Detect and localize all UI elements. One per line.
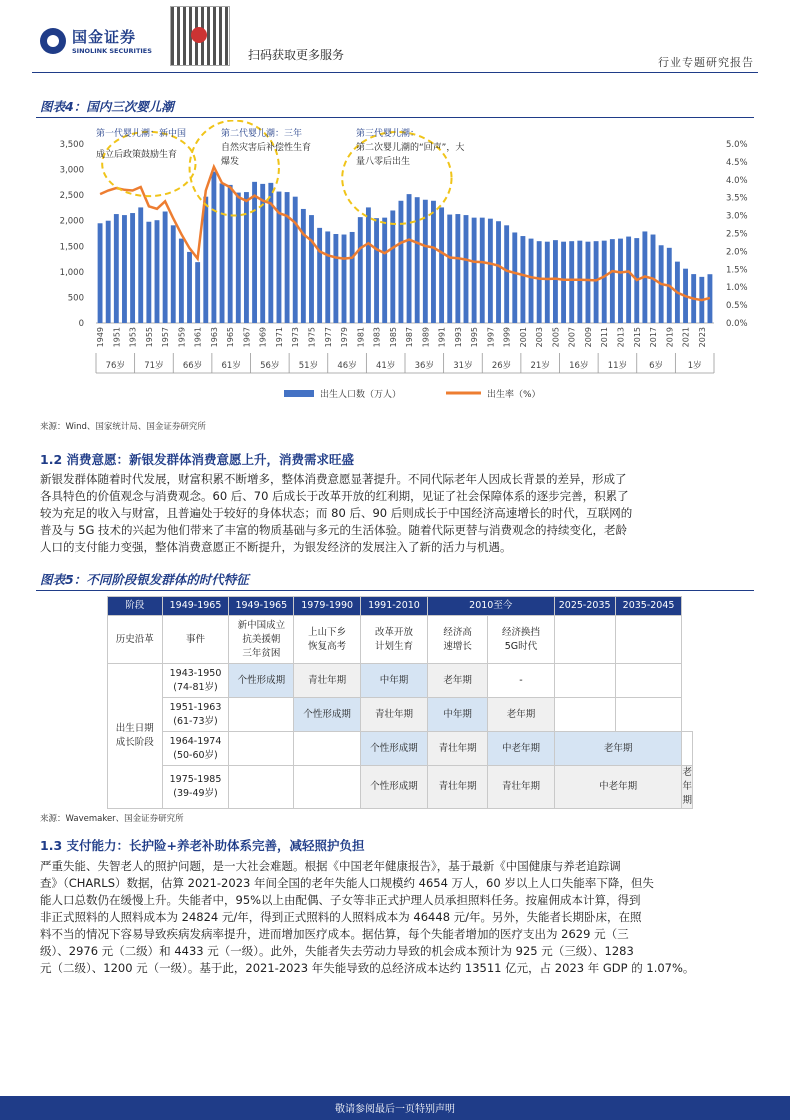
y-right-tick-label: 1.0% (726, 283, 748, 294)
bar-1999 (504, 225, 509, 323)
figure5-source: 来源：Wavemaker、国金证券研究所 (40, 814, 184, 824)
table-row (108, 664, 693, 698)
x-tick-label: 2001 (518, 327, 528, 348)
para-line: 较为充足的收入与财富，且普遍处于较好的身体状态；而 80 后、90 后则成长于中国经济高速增长的时代，互联网的 (40, 506, 633, 520)
x-tick-label: 1965 (226, 327, 236, 348)
x-tick-label: 1989 (421, 327, 431, 348)
y-right-tick-label: 2.0% (726, 247, 748, 258)
x-tick-label: 1991 (437, 327, 447, 348)
report-type: 行业专题研究报告 (658, 56, 754, 69)
bar-2001 (520, 236, 525, 323)
x-tick-label: 1983 (372, 327, 382, 348)
annotation-2-line2: 自然灾害后补偿性生育 (221, 143, 312, 153)
bar-1949 (98, 223, 103, 323)
table-row (108, 616, 693, 664)
bar-2012 (610, 239, 615, 323)
event-cell: 经济换挡 5G时代 (488, 616, 554, 664)
x-tick-label: 2015 (632, 327, 642, 348)
x-tick-label: 2005 (551, 327, 561, 348)
x-tick-label: 2003 (535, 327, 545, 348)
bar-1987 (407, 194, 412, 323)
age-label: 6岁 (649, 361, 664, 371)
cohort-years: 1964-1974 (50-60岁) (162, 732, 229, 766)
x-tick-label: 2007 (567, 327, 577, 348)
stage-cell: 老年期 (488, 698, 554, 732)
figure5-title: 图表5：不同阶段银发群体的时代特征 (40, 572, 249, 587)
age-label: 66岁 (182, 361, 203, 371)
para-line: 级）、2976 元（二级）和 4433 元（一级）。此外，失能者失去劳动力导致的机会成本预计为 925 元（三级）、1283 (40, 944, 634, 958)
stage-cell: 青壮年期 (427, 732, 487, 766)
x-tick-label: 1973 (291, 327, 301, 348)
cohort-years: 1943-1950 (74-81岁) (162, 664, 229, 698)
bar-1991 (439, 207, 444, 323)
bar-1978 (333, 234, 338, 323)
section-1-3-title: 1.3 支付能力：长护险+养老补助体系完善，减轻照护负担 (40, 838, 365, 853)
annotation-2-line1: 第二代婴儿潮：三年 (221, 129, 303, 139)
age-label: 51岁 (298, 361, 319, 371)
age-label: 31岁 (453, 361, 473, 371)
x-tick-label: 1975 (307, 327, 317, 348)
legend-bar-swatch (284, 390, 314, 397)
stage-cell: - (488, 664, 554, 698)
x-tick-label: 1969 (258, 327, 268, 348)
bar-1968 (252, 182, 257, 323)
y-right-tick-label: 0.5% (726, 301, 748, 312)
para-line: 新银发群体随着时代发展，财富积累不断增多，整体消费意愿显著提升。不同代际老年人因成长背景的差异，形成了 (40, 472, 627, 486)
y-left-tick-label: 2,500 (59, 191, 84, 202)
bar-1952 (122, 215, 127, 323)
bar-1996 (480, 218, 485, 323)
bar-2013 (618, 239, 623, 323)
bar-2003 (537, 241, 542, 323)
y-right-tick-label: 4.0% (726, 175, 748, 186)
figure5-title-rule (36, 590, 754, 591)
bar-1967 (244, 192, 249, 323)
qr-center-logo-icon (191, 27, 207, 43)
bar-2009 (586, 242, 591, 323)
bar-1950 (106, 221, 111, 323)
x-tick-label: 1977 (323, 327, 333, 348)
bar-1955 (146, 222, 151, 323)
stage-cell: 中年期 (361, 664, 428, 698)
table-row (108, 698, 693, 732)
age-label: 36岁 (414, 361, 434, 371)
bar-1979 (342, 235, 347, 323)
bar-1986 (398, 201, 403, 323)
y-right-tick-label: 3.0% (726, 211, 748, 222)
baby-boom-circle-1 (102, 132, 195, 196)
stage-cell: 老年期 (682, 766, 693, 809)
x-tick-label: 1953 (128, 327, 138, 348)
age-label: 41岁 (376, 361, 396, 371)
bar-1973 (293, 197, 298, 323)
annotation-1-line2: 成立后政策鼓励生育 (96, 150, 178, 160)
age-label: 46岁 (337, 361, 357, 371)
y-left-tick-label: 3,500 (59, 140, 84, 150)
y-right-tick-label: 3.5% (726, 193, 748, 204)
logo-en-text: SINOLINK SECURITIES (72, 47, 152, 55)
bar-1958 (171, 225, 176, 323)
legend-line-label: 出生率（%） (487, 390, 541, 400)
x-tick-label: 1959 (177, 327, 187, 348)
bar-1960 (187, 252, 192, 323)
bar-1974 (301, 209, 306, 323)
bar-1976 (317, 228, 322, 323)
x-tick-label: 2011 (600, 327, 610, 348)
bar-2007 (569, 241, 574, 323)
bar-1961 (195, 262, 200, 323)
bar-2010 (594, 241, 599, 323)
stage-cell: 个性形成期 (229, 664, 294, 698)
y-left-tick-label: 3,000 (59, 165, 84, 176)
header-cell: 阶段 (108, 597, 163, 616)
bar-1994 (464, 215, 469, 323)
x-tick-label: 1967 (242, 327, 252, 348)
bar-1953 (130, 213, 135, 323)
table-header-row (108, 597, 693, 616)
bar-1980 (350, 232, 355, 323)
bar-1992 (447, 215, 452, 323)
bar-1983 (374, 218, 379, 323)
bar-1985 (390, 210, 395, 323)
section-1-3-body (40, 858, 755, 977)
bar-2005 (553, 240, 558, 323)
bar-1988 (415, 197, 420, 323)
age-label: 71岁 (144, 361, 164, 371)
company-logo (40, 26, 152, 55)
header-cell: 2035-2045 (615, 597, 682, 616)
stage-cell: 青壮年期 (427, 766, 487, 809)
table-row (108, 766, 693, 809)
chart-annotations (96, 127, 464, 167)
para-line: 严重失能、失智老人的照护问题，是一大社会难题。根据《中国老年健康报告》，基于最新《中国健康与养老追踪调 (40, 859, 621, 873)
bar-1954 (138, 207, 143, 323)
x-tick-label: 1951 (112, 327, 122, 348)
bar-1951 (114, 214, 119, 323)
x-tick-label: 2019 (665, 327, 675, 348)
stage-cell: 青壮年期 (361, 698, 428, 732)
stage-cell: 老年期 (554, 732, 682, 766)
stage-cell: 个性形成期 (294, 698, 361, 732)
y-right-tick-label: 4.5% (726, 157, 748, 168)
bar-1982 (366, 207, 371, 323)
y-left-tick-label: 1,000 (59, 267, 84, 278)
para-line: 查》（CHARLS）数据，估算 2021-2023 年间全国的老年失能人口规模约 4654 万人，60 岁以上人口失能率下降，但失 (40, 876, 654, 890)
cohort-years: 1951-1963 (61-73岁) (162, 698, 229, 732)
x-tick-label: 1971 (274, 327, 284, 348)
x-tick-label: 1955 (144, 327, 154, 348)
birth-chart (36, 120, 756, 410)
para-line: 能人口总数仍在缓慢上升。失能者中，95%以上由配偶、子女等非正式护理人员承担照料任务。按雇佣成本计算，得到 (40, 893, 641, 907)
annotation-3-line2: 第二次婴儿潮的“回声”，大 (356, 143, 465, 153)
x-tick-label: 1961 (193, 327, 203, 348)
x-tick-label: 2017 (649, 327, 659, 348)
header-cell: 2010至今 (427, 597, 554, 616)
bar-1998 (496, 221, 501, 323)
x-tick-label: 2023 (697, 327, 707, 348)
header-divider (32, 72, 758, 73)
x-tick-label: 1981 (356, 327, 366, 348)
bar-2011 (602, 241, 607, 323)
event-cell: 上山下乡 恢复高考 (294, 616, 361, 664)
y-right-tick-label: 5.0% (726, 140, 748, 150)
x-tick-label: 1995 (470, 327, 480, 348)
header-cell: 1991-2010 (361, 597, 428, 616)
annotation-2-line3: 爆发 (221, 157, 240, 167)
header-cell: 1949-1965 (162, 597, 229, 616)
event-cell: 改革开放 计划生育 (361, 616, 428, 664)
stage-cell: 中老年期 (488, 732, 554, 766)
cohort-years: 1975-1985 (39-49岁) (162, 766, 229, 809)
y-left-tick-label: 0 (78, 319, 84, 329)
figure4-title: 图表4：国内三次婴儿潮 (40, 99, 174, 114)
x-tick-label: 1987 (405, 327, 415, 348)
bar-2008 (577, 241, 582, 323)
x-tick-label: 1957 (161, 327, 171, 348)
bar-1962 (203, 197, 208, 323)
age-label: 61岁 (221, 361, 241, 371)
para-line: 普及与 5G 技术的兴起为他们带来了丰富的物质基础与多元的生活体验。随着代际更替与消费观念的持续变化，老龄 (40, 523, 628, 537)
bar-2004 (545, 242, 550, 323)
bar-1990 (431, 201, 436, 323)
header-cell: 1949-1965 (229, 597, 294, 616)
event-cell: 经济高 速增长 (427, 616, 487, 664)
bar-1963 (211, 172, 216, 323)
scan-prompt: 扫码获取更多服务 (248, 48, 345, 62)
event-label: 事件 (162, 616, 229, 664)
chart-legend (284, 388, 541, 400)
para-line: 料不当的情况下容易导致疾病发病率提升，进而增加医疗成本。据估算，每个失能者增加的医疗支出为 2629 元（三 (40, 927, 629, 941)
logo-icon (40, 28, 66, 54)
legend-bar-label: 出生人口数（万人） (320, 390, 402, 400)
section-1-2-title: 1.2 消费意愿：新银发群体消费意愿上升，消费需求旺盛 (40, 452, 354, 467)
header-cell: 1979-1990 (294, 597, 361, 616)
bar-1964 (220, 183, 225, 323)
stage-cell: 青壮年期 (294, 664, 361, 698)
bar-1975 (309, 215, 314, 323)
age-label: 76岁 (105, 361, 125, 371)
figure4-title-rule (36, 117, 754, 118)
bar-1972 (285, 192, 290, 323)
x-tick-label: 1999 (502, 327, 512, 348)
age-label: 56岁 (260, 361, 280, 371)
x-tick-label: 2009 (583, 327, 593, 348)
para-line: 元（二级）、1200 元（一级）。基于此，2021-2023 年失能导致的总经济成本达约 13511 亿元，占 2023 年 GDP 的 1.07%。 (40, 961, 695, 975)
section-1-2-body (40, 471, 755, 556)
annotation-3-line3: 量八零后出生 (356, 157, 411, 167)
stage-cell: 老年期 (427, 664, 487, 698)
para-line: 非正式照料的人照料成本为 24824 元/年，得到正式照料的人照料成本为 46448 元/年。另外，失能者长期卧床，在照 (40, 910, 642, 924)
logo-cn-text: 国金证券 (72, 28, 137, 46)
stage-cell: 中年期 (427, 698, 487, 732)
bar-2000 (512, 232, 517, 323)
x-tick-label: 2013 (616, 327, 626, 348)
bar-1981 (358, 217, 363, 323)
bar-1977 (325, 231, 330, 323)
figure4-source: 来源：Wind、国家统计局、国金证券研究所 (40, 422, 206, 432)
y-right-tick-label: 0.0% (726, 319, 748, 329)
bar-1965 (228, 185, 233, 323)
footer-disclaimer: 敬请参阅最后一页特别声明 (335, 1104, 455, 1115)
age-label: 21岁 (530, 361, 550, 371)
para-line: 各具特色的价值观念与消费观念。60 后、70 后成长于改革开放的红利期，见证了社会保障体系的逐步完善，积累了 (40, 489, 629, 503)
bar-1993 (455, 214, 460, 323)
event-cell: 新中国成立 抗美援朝 三年贫困 (229, 616, 294, 664)
bar-1995 (472, 218, 477, 323)
x-tick-label: 2021 (681, 327, 691, 348)
x-tick-label: 1949 (96, 327, 106, 348)
y-left-tick-label: 1,500 (59, 242, 84, 253)
bar-1997 (488, 219, 493, 323)
birth-label: 出生日期 成长阶段 (108, 664, 163, 809)
age-label: 16岁 (569, 361, 589, 371)
stage-cell: 个性形成期 (361, 766, 428, 809)
age-label: 26岁 (491, 361, 512, 371)
bar-1956 (155, 220, 160, 323)
x-tick-label: 1963 (209, 327, 219, 348)
annotation-1-line1: 第一代婴儿潮：新中国 (96, 129, 187, 139)
y-right-tick-label: 2.5% (726, 229, 748, 240)
y-left-tick-label: 2,000 (59, 216, 84, 227)
age-label: 1岁 (687, 361, 702, 371)
x-tick-label: 1993 (453, 327, 463, 348)
y-right-tick-label: 1.5% (726, 265, 748, 276)
bar-2014 (626, 237, 631, 323)
annotation-3-line1: 第三代婴儿潮： (356, 129, 420, 139)
generation-table (107, 596, 693, 809)
bar-1984 (382, 218, 387, 323)
stage-cell: 个性形成期 (361, 732, 428, 766)
header-cell: 2025-2035 (554, 597, 615, 616)
para-line: 人口的支付能力变强，整体消费意愿正不断提升，为银发经济的发展注入了新的活力与机遇。 (40, 540, 512, 554)
x-tick-label: 1979 (340, 327, 350, 348)
history-label: 历史沿革 (108, 616, 163, 664)
stage-cell: 青壮年期 (488, 766, 554, 809)
bar-2002 (529, 239, 534, 323)
bar-2006 (561, 242, 566, 323)
bar-1966 (236, 193, 241, 323)
x-tick-label: 1997 (486, 327, 496, 348)
x-tick-label: 1985 (388, 327, 398, 348)
stage-cell: 中老年期 (554, 766, 682, 809)
bar-1957 (163, 212, 168, 323)
bar-1959 (179, 239, 184, 323)
age-label: 11岁 (607, 361, 628, 371)
y-left-tick-label: 500 (67, 293, 84, 304)
table-row (108, 732, 693, 766)
